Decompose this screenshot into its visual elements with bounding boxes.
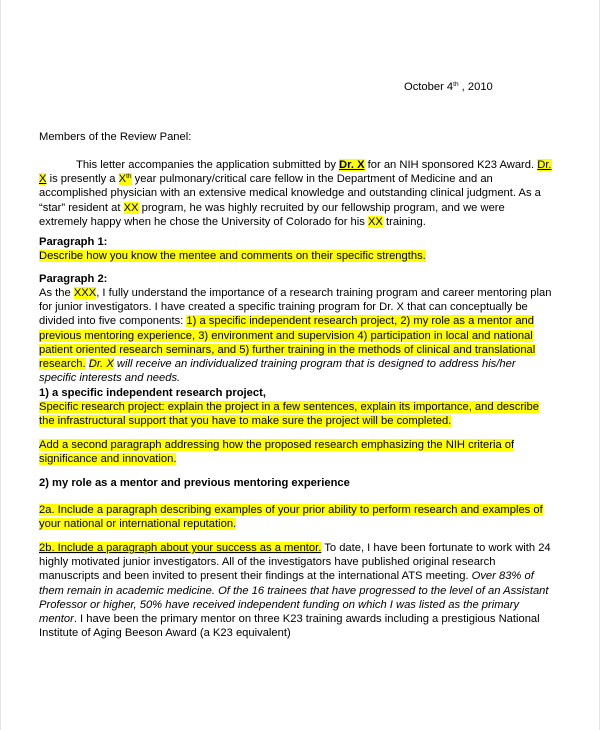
section-1-highlight-2: Add a second paragraph addressing how the proposed research emphasizing the NIH criteria of significance and innovation. xyxy=(39,439,515,466)
section-2a-highlight: 2a. Include a paragraph describing examples of your prior ability to perform research and examples of your national or international reputation. xyxy=(39,504,543,531)
section-2b-text-a: To date, I have been fortunate to work with 24 highly motivated junior investigators. All of the investigators have published original research manuscripts and been invited to present their findings at the international ATS meeting. xyxy=(39,542,551,583)
intro-text-d: year pulmonary/critical care fellow in the Department of Medicine and an accomplished physician with an extensive medical knowledge and outstanding clinical judgment. As a “star” resident at xyxy=(39,173,541,214)
intro-text-c: is presently a xyxy=(46,173,119,186)
section-2b-text xyxy=(39,541,554,640)
intro-text-b: for an NIH sponsored K23 Award. xyxy=(364,159,535,171)
salutation: Members of the Review Panel: xyxy=(39,131,192,143)
section-2-heading: 2) my role as a mentor and previous mentoring experience xyxy=(39,477,350,489)
p2-text-b: , I fully understand the importance of a research training program and career mentoring plan for junior investigators. I have created a specific training program for Dr. X that can conceptually be divided into five components: xyxy=(39,287,552,328)
mentee-name-3: Dr. X xyxy=(88,358,114,371)
section-2b-italic: Over 83% of them remain in academic medicine. Of the 16 trainees that have progressed to the level of an Assistant Professor or higher, 50% have received independent funding on which I was listed as the primary mentor xyxy=(39,570,549,626)
year-placeholder xyxy=(119,173,132,185)
section-2b-highlight: 2b. Include a paragraph about your success as a mentor. xyxy=(39,542,322,554)
paragraph-1-heading: Paragraph 1: xyxy=(39,236,108,248)
mentee-name-1: Dr. X xyxy=(339,159,365,171)
section-1-text-2 xyxy=(39,438,554,466)
date-text: October 4 xyxy=(404,81,454,93)
year-sup: th xyxy=(126,173,132,181)
paragraph-1-text xyxy=(39,249,554,263)
intro-text-a: This letter accompanies the application submitted by xyxy=(76,159,340,171)
date-suffix: th xyxy=(453,81,459,88)
year-text: X xyxy=(118,173,127,186)
program-placeholder: XX xyxy=(123,201,139,214)
intro-text-f: training. xyxy=(382,215,426,228)
intro-paragraph xyxy=(39,158,554,229)
intro-text-e: program, he was highly recruited by our fellowship program, and we were extremely happy when he chose the University of Colorado for his xyxy=(39,201,505,228)
components-highlight: 1) a specific independent research project, 2) my role as a mentor and previous mentoring experience, 3) environment and supervision 4) participation in local and national patient oriented research seminars, and 5) further training in the methods of clinical and translational research. xyxy=(39,315,536,371)
section-1-text-1 xyxy=(39,400,554,428)
letter-date xyxy=(404,80,493,94)
section-1-heading: 1) a specific independent research project, xyxy=(39,387,266,399)
section-1-highlight-1: Specific research project: explain the project in a few sentences, explain its importance, and describe the infrastructural support that you have to make sure the project will be completed. xyxy=(39,401,539,428)
role-placeholder: XXX xyxy=(73,287,97,299)
paragraph-2-heading: Paragraph 2: xyxy=(39,273,108,285)
mentee-name-2: Dr. X xyxy=(39,159,552,186)
paragraph-2-text xyxy=(39,286,554,385)
p2-text-a: As the xyxy=(39,287,74,299)
p2-text-d: will receive an individualized training program that is designed to address his/her specific interests and needs. xyxy=(39,358,516,385)
date-year: , 2010 xyxy=(458,81,493,93)
training-placeholder: XX xyxy=(367,215,383,228)
section-2a-text xyxy=(39,503,554,531)
paragraph-1-highlight: Describe how you know the mentee and comments on their specific strengths. xyxy=(39,250,426,262)
section-2b-text-b: . I have been the primary mentor on three K23 training awards including a prestigious National Institute of Aging Beeson Award (a K23 equivalent) xyxy=(39,613,540,640)
